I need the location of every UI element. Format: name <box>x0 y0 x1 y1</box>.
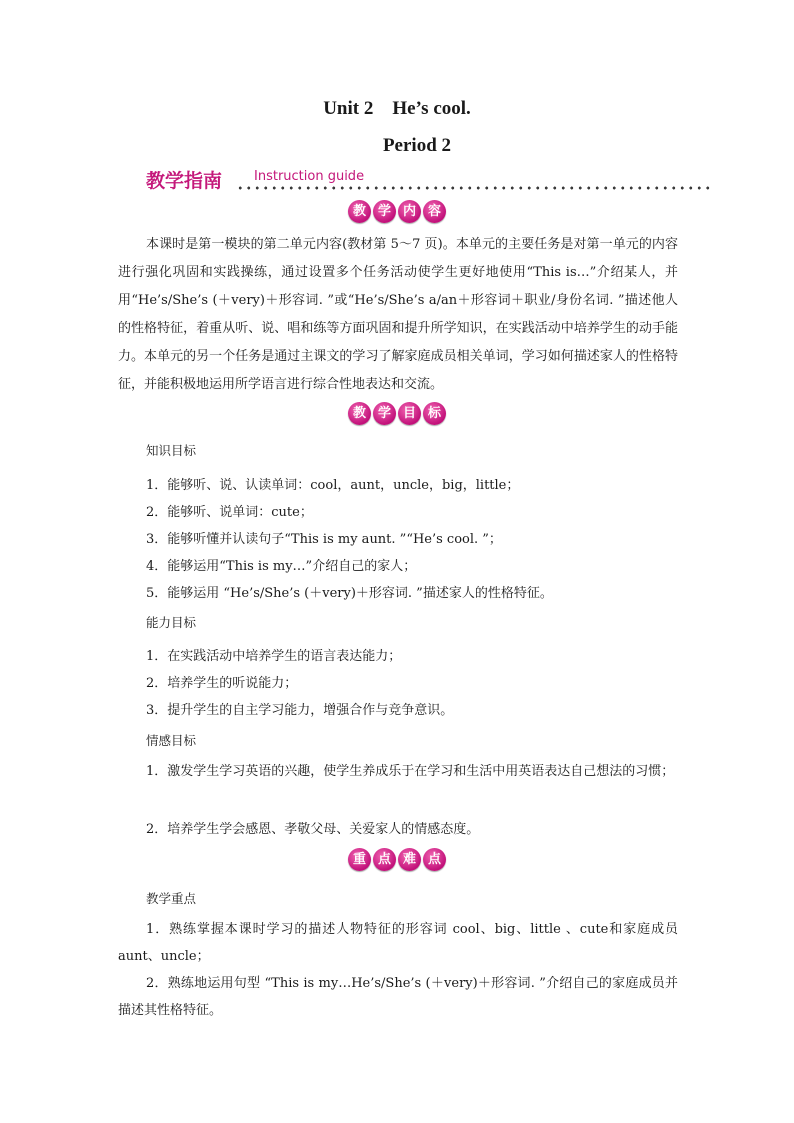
dotted-divider <box>236 186 712 190</box>
badge-char: 容 <box>423 200 446 223</box>
guide-title-zh: 教学指南 <box>146 170 223 192</box>
badge-char: 教 <box>348 200 371 223</box>
badge-char: 重 <box>348 848 371 871</box>
badge-char: 教 <box>348 402 371 425</box>
knowledge-item: 4．能够运用“This is my…”介绍自己的家人； <box>146 559 417 574</box>
knowledge-item: 1．能够听、说、认读单词：cool，aunt，uncle，big，little； <box>146 478 520 493</box>
knowledge-item: 5．能够运用 “He’s/She’s (＋very)＋形容词. ”描述家人的性格特征。 <box>146 586 553 601</box>
knowledge-heading: 知识目标 <box>146 443 197 458</box>
keypoints-heading: 教学重点 <box>146 891 197 906</box>
knowledge-item: 2．能够听、说单词：cute； <box>146 505 313 520</box>
guide-title-en: Instruction guide <box>254 169 365 184</box>
emotion-heading: 情感目标 <box>146 733 197 748</box>
ability-item: 2．培养学生的听说能力； <box>146 676 298 691</box>
badge-char: 难 <box>398 848 421 871</box>
emotion-item: 2．培养学生学会感恩、孝敬父母、关爱家人的情感态度。 <box>146 822 480 837</box>
badge-char: 学 <box>373 200 396 223</box>
badge-char: 点 <box>423 848 446 871</box>
section-badge-content <box>0 200 794 223</box>
badge-char: 目 <box>398 402 421 425</box>
badge-char: 点 <box>373 848 396 871</box>
ability-item: 1．在实践活动中培养学生的语言表达能力； <box>146 649 402 664</box>
keypoints-item: 2．熟练地运用句型 “This is my…He’s/She’s (＋very)＋形容词. ”介绍自己的家庭成员并描述其性格特征。 <box>118 976 678 1018</box>
keypoints-item: 1．熟练掌握本课时学习的描述人物特征的形容词 cool、big、little 、cute和家庭成员aunt、uncle； <box>118 922 678 964</box>
page-title: Unit 2 He’s cool. <box>323 98 471 119</box>
ability-heading: 能力目标 <box>146 615 197 630</box>
badge-char: 标 <box>423 402 446 425</box>
section-badge-goals <box>0 402 794 425</box>
knowledge-item: 3．能够听懂并认读句子“This is my aunt. ”“He’s cool. ”； <box>146 532 502 547</box>
content-paragraph: 本课时是第一模块的第二单元内容(教材第 5～7 页)。本单元的主要任务是对第一单元的内容进行强化巩固和实践操练，通过设置多个任务活动使学生更好地使用“This is…”介绍某人，并用“He’s/She’s (＋very)＋形容词. ”或“He’s/She’s a/an＋形容词＋职业/身份名词. ”描述他人的性格特征，着重从听、说、唱和练等方面巩固和提升所学知识，在实践活动中培养学生的动手能力。本单元的另一个任务是通过主课文的学习了解家庭成员相关单词，学习如何描述家人的性格特征，并能积极地运用所学语言进行综合性地表达和交流。 <box>118 237 678 392</box>
page-subtitle: Period 2 <box>382 135 452 156</box>
badge-char: 学 <box>373 402 396 425</box>
badge-char: 内 <box>398 200 421 223</box>
instruction-guide-header <box>146 166 712 194</box>
ability-item: 3．提升学生的自主学习能力，增强合作与竞争意识。 <box>146 703 454 718</box>
section-badge-key <box>0 848 794 871</box>
emotion-item: 1．激发学生学习英语的兴趣，使学生养成乐于在学习和生活中用英语表达自己想法的习惯； <box>146 764 675 779</box>
